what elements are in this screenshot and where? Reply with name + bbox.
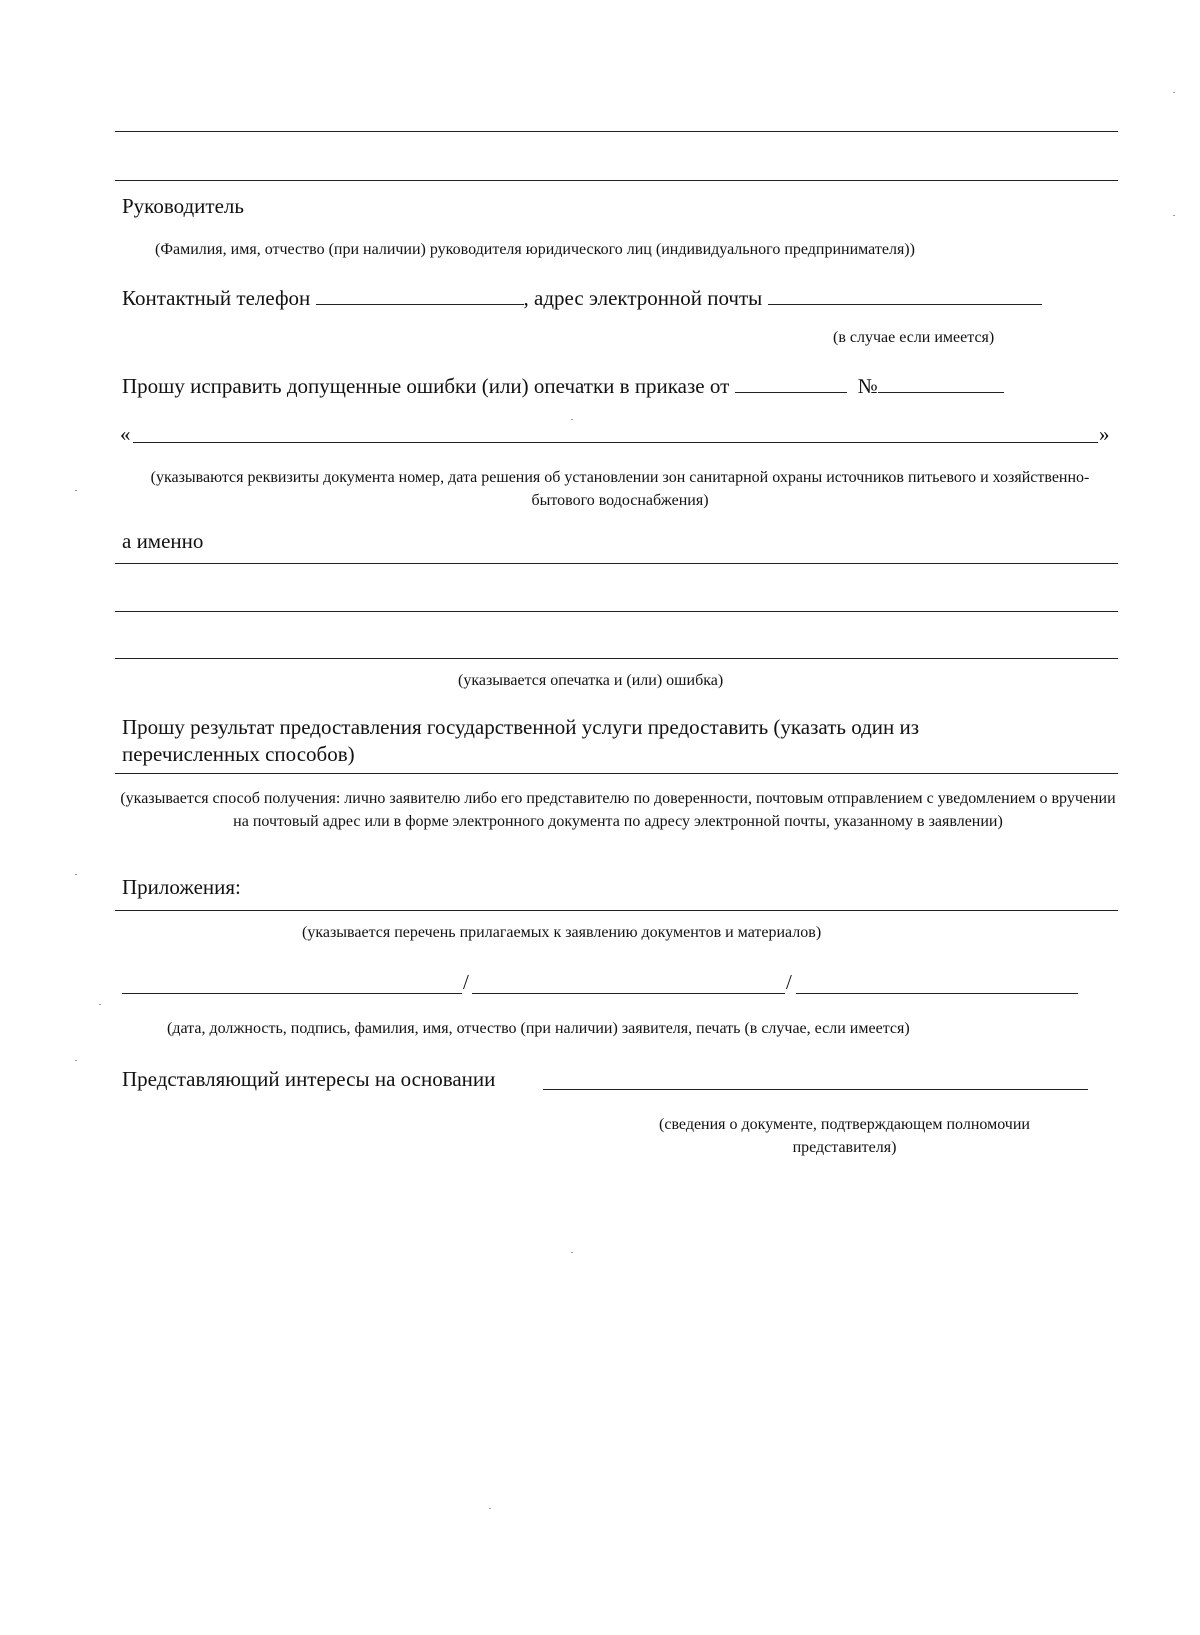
scan-speck xyxy=(571,419,573,420)
result-label: Прошу результат предоставления государственной услуги предоставить (указать один из перечисленных способов) xyxy=(122,715,920,766)
email-field[interactable] xyxy=(768,286,1042,305)
order-date-field[interactable] xyxy=(735,374,847,393)
head-caption: (Фамилия, имя, отчество (при наличии) руководителя юридического лиц (индивидуального предпринимателя)) xyxy=(155,241,915,258)
document-details-field[interactable] xyxy=(133,442,1098,443)
correction-label: Прошу исправить допущенные ошибки (или) опечатки в приказе от xyxy=(122,374,730,398)
method-caption: (указывается способ получения: лично заявителю либо его представителю по доверенности, почтовым отправлением с уведомлением о вручении на почтовый адрес или в форме электронного документа по адресу электронной почты, указанному в заявлении) xyxy=(120,790,1116,830)
quote-open: « xyxy=(120,422,131,446)
attachments-label: Приложения: xyxy=(122,875,241,899)
result-method-field[interactable] xyxy=(115,773,1118,774)
slash-1: / xyxy=(463,970,469,994)
signature-date-field[interactable] xyxy=(122,993,462,994)
representative-label: Представляющий интересы на основании xyxy=(122,1067,496,1091)
scan-speck xyxy=(1173,92,1175,93)
email-caption: (в случае если имеется) xyxy=(833,329,995,346)
blank-line-1[interactable] xyxy=(115,131,1118,132)
representative-field[interactable] xyxy=(543,1089,1088,1090)
signature-position-field[interactable] xyxy=(472,993,785,994)
scan-speck xyxy=(75,1060,77,1061)
namely-line-1[interactable] xyxy=(115,563,1118,564)
scan-speck xyxy=(1173,215,1175,216)
error-caption: (указывается опечатка и (или) ошибка) xyxy=(458,672,724,689)
namely-line-2[interactable] xyxy=(115,611,1118,612)
correction-row xyxy=(122,374,1004,397)
scan-speck xyxy=(75,874,77,875)
document-caption: (указываются реквизиты документа номер, дата решения об установлении зон санитарной охраны источников питьевого и хозяйственно-бытового водоснабжения) xyxy=(150,469,1090,509)
phone-label: Контактный телефон xyxy=(122,286,311,310)
scan-speck xyxy=(99,1004,101,1005)
representative-caption: (сведения о документе, подтверждающем полномочии представителя) xyxy=(659,1116,1030,1156)
number-sign: № xyxy=(857,374,878,398)
attachments-caption: (указывается перечень прилагаемых к заявлению документов и материалов) xyxy=(302,924,822,941)
slash-2: / xyxy=(786,970,792,994)
quote-close: » xyxy=(1099,422,1110,446)
signature-name-field[interactable] xyxy=(796,993,1078,994)
phone-field[interactable] xyxy=(316,286,524,305)
contact-row xyxy=(122,286,1042,309)
order-number-field[interactable] xyxy=(878,374,1004,393)
signature-caption: (дата, должность, подпись, фамилия, имя, отчество (при наличии) заявителя, печать (в случае, если имеется) xyxy=(167,1020,910,1037)
namely-label: а именно xyxy=(122,529,204,553)
head-label: Руководитель xyxy=(122,194,244,218)
scan-speck xyxy=(75,490,77,491)
attachments-field[interactable] xyxy=(115,910,1118,911)
scan-speck xyxy=(489,1508,491,1509)
blank-line-2[interactable] xyxy=(115,180,1118,181)
email-label: , адрес электронной почты xyxy=(523,286,763,310)
namely-line-3[interactable] xyxy=(115,658,1118,659)
scan-speck xyxy=(571,1252,573,1253)
